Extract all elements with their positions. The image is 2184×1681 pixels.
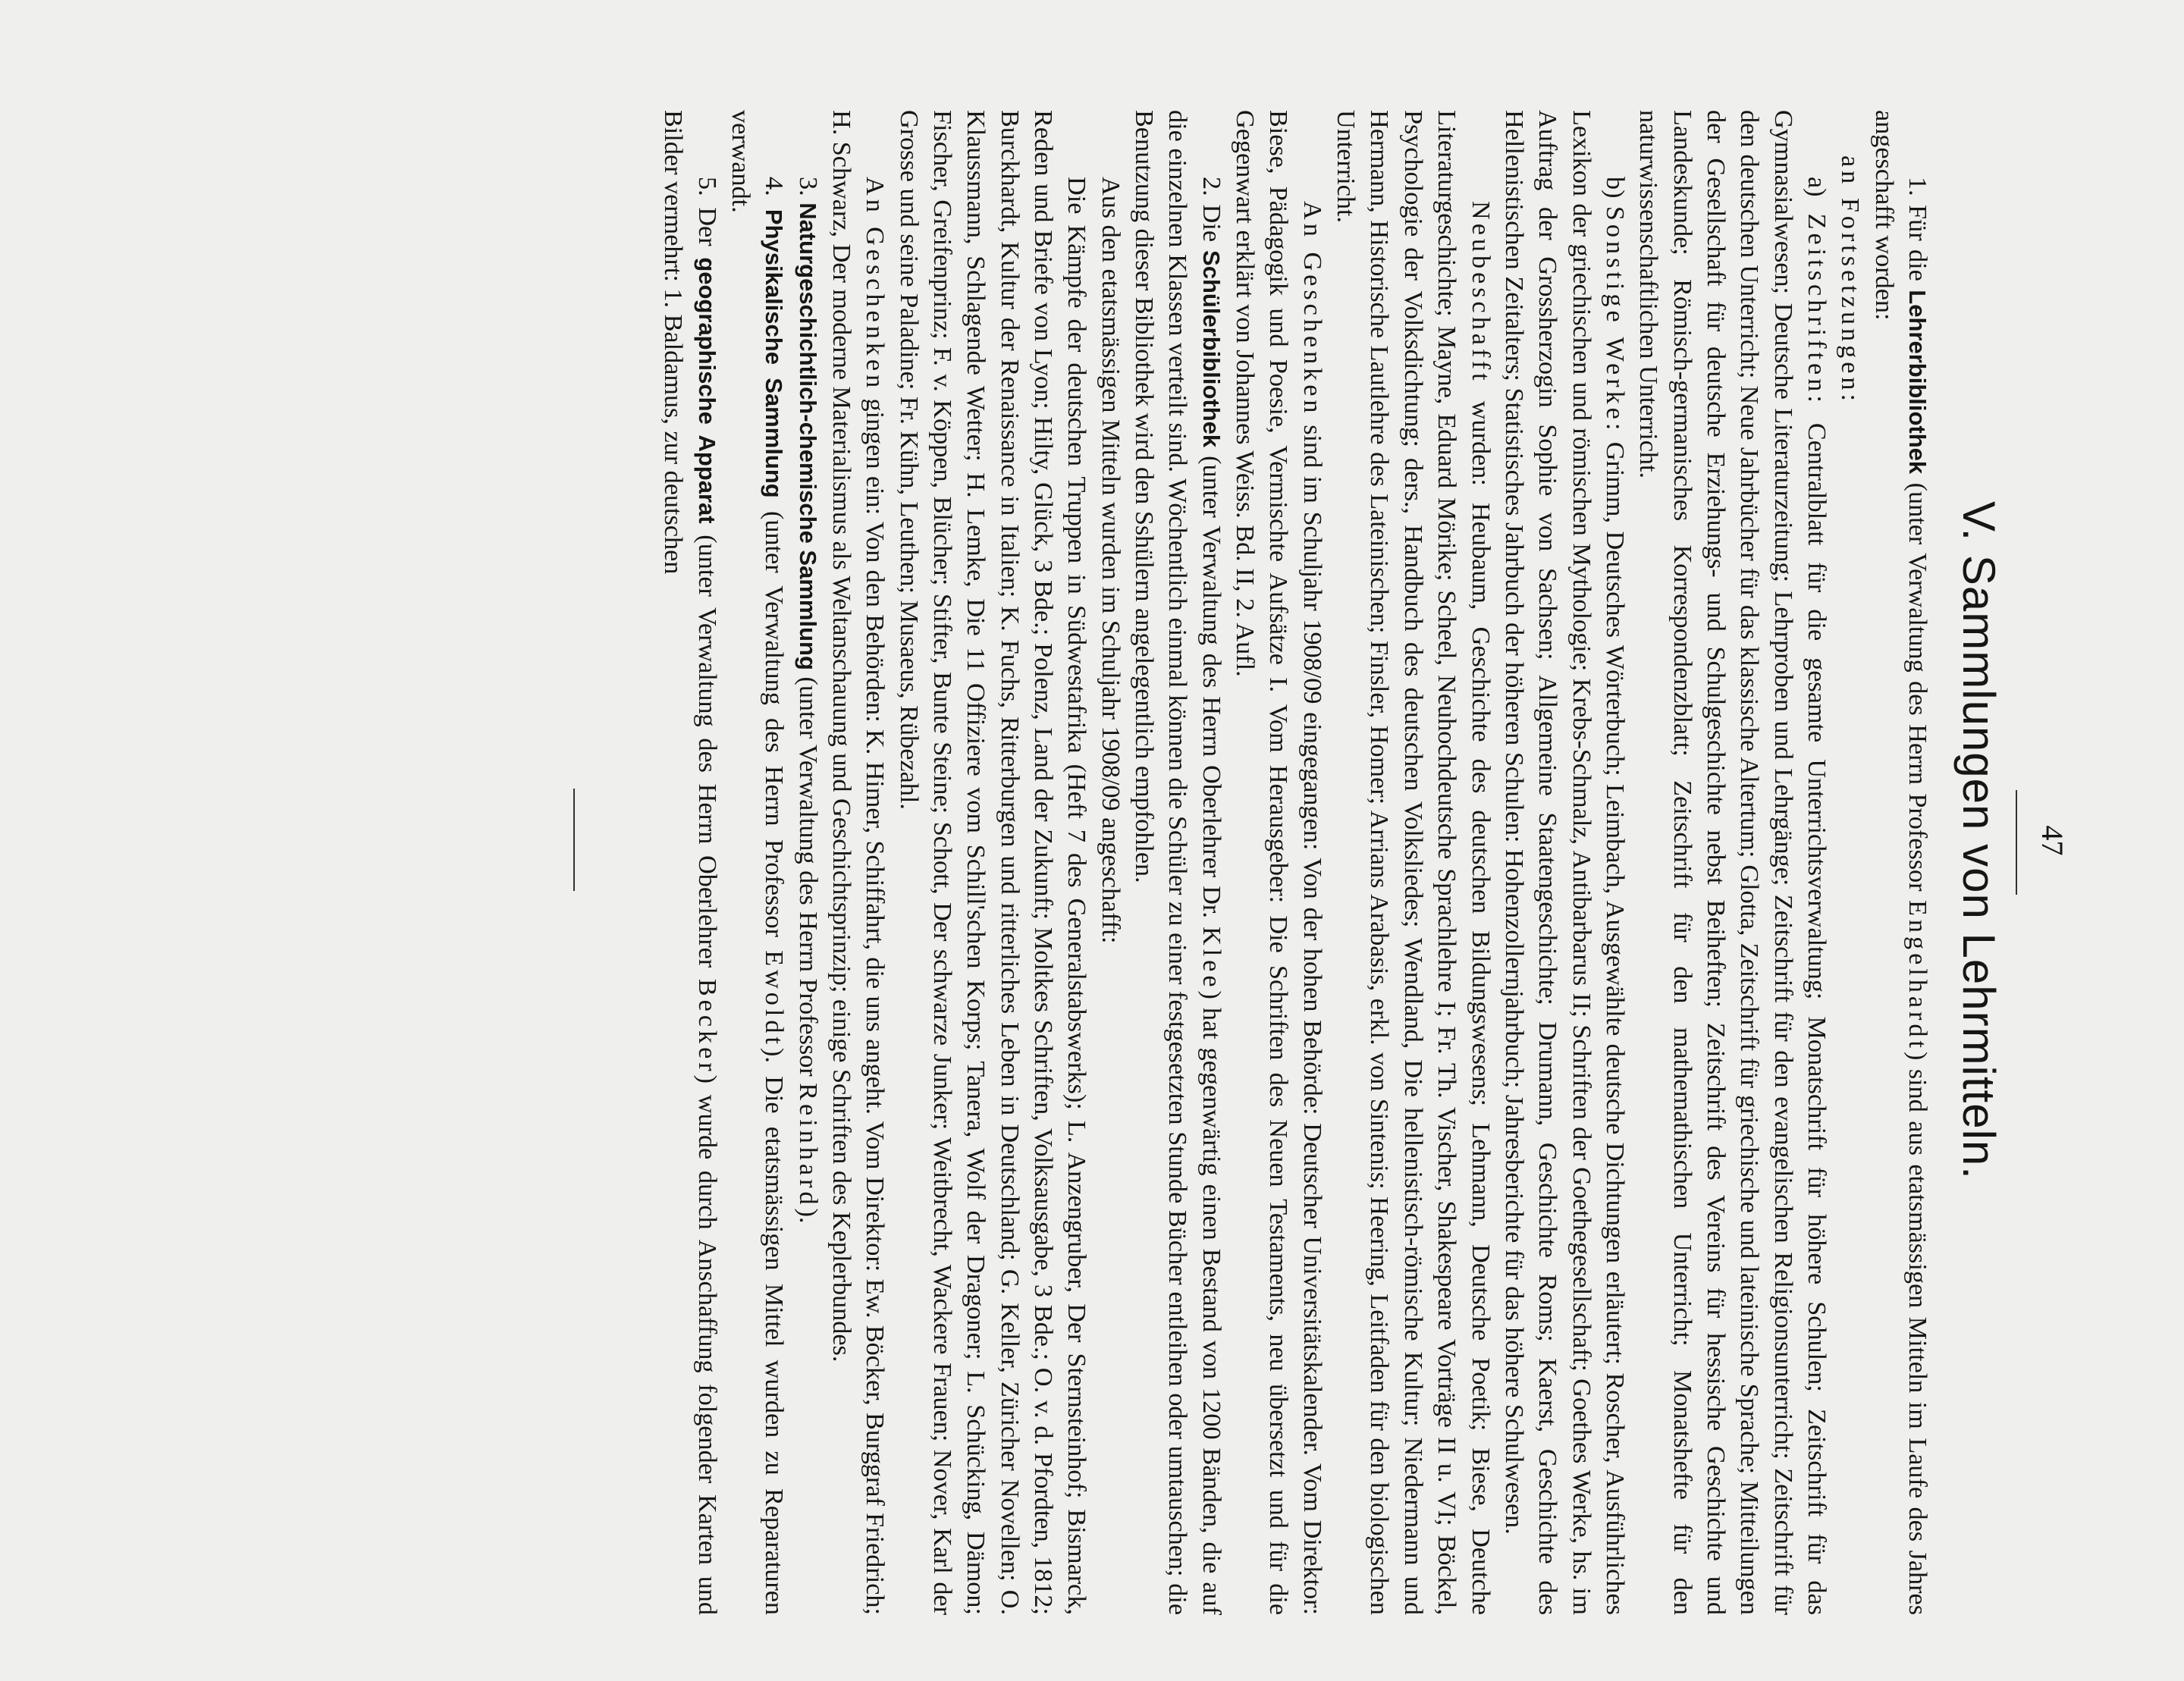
subheading: Neubeschafft	[1466, 201, 1495, 384]
text-run: ) hat gegenwärtig einen Bestand von 1200 Bänden, die auf die einzelnen Klassen verteilt sind. Wöchentlich einmal können die Schüler zu einer festgesetzten Stunde Bücher entleihen oder umtauschen; die Benutzung dieser Bibliothek wird den Sshülern angelegentlich empfohlen.	[1130, 110, 1225, 1615]
item-number: 5.	[692, 177, 721, 196]
fortsetzungen-label	[1833, 110, 1866, 1615]
text-run: Grimm, Deutsches Wörterbuch; Leimbach, Ausgewählte deutsche Dichtungen erläutert; Roscher, Ausführliches Lexikon der griechischen und römischen Mythologie; Krebs-Schmalz, Antibarbarus II; Schriften der Goethegesellschaft; Goethes Werke, hs. im Auftrag der Grossherzogin Sophie von Sachsen; Allgemeine Staatengeschichte; Drumann, Geschichte Roms; Kaerst, Geschichte des Hellenistischen Zeitalters; Statistisches Jahrbuch der höheren Schulen: Hohenzollernjahrbuch; Jahresberichte für das höhere Schulwesen.	[1499, 110, 1629, 1615]
list-label: a)	[1802, 177, 1831, 214]
schuelerbibliothek-paragraph	[1127, 110, 1228, 1615]
text-run: sind im Schuljahr 1908/09 eingegangen: Von der hohen Behörde: Deutscher Universitätskalender. Vom Direktor: Biese, Pädagogik und Poesie, Vermischte Aufsätze I. Vom Herausgeber: Die Schriften des Neuen Testaments, neu übersetzt und für die Gegenwart erklärt von Johannes Weiss. Bd. II, 2. Aufl.	[1231, 110, 1326, 1615]
body-text	[656, 110, 1934, 1615]
person-name: Reinhard	[793, 1083, 822, 1209]
zeitschriften-paragraph	[1631, 110, 1833, 1615]
item-number: 1.	[1903, 177, 1931, 196]
section-heading: V. Sammlungen von Lehrmitteln.	[1953, 501, 2004, 1180]
text-run: Die Kämpfe der deutschen Truppen in Südwestafrika (Heft 7 des Generalstabswerks); L. Anzengruber, Der Sternsteinhof; Bismarck, Reden und Briefe von Lyon; Hilty, Glück, 3 Bde.; Polenz, Land der Zukunft; Moltkes Schriften, Volksausgabe, 3 Bde.; O. v. d. Pfordten, 1812; Burckhardt, Kultur der Renaissance in Italien; K. Fuchs, Ritterburgen und ritterliches Leben in Deutschland; G. Keller, Züricher Novellen; O. Klaussmann, Schlagende Wetter; H. Lemke, Die 11 Offiziere vom Schill'schen Korps; Tanera, Wolf der Dragoner; L. Schücking, Dämon; Fischer, Greifenprinz; F. v. Köppen, Blücher; Stifter, Bunte Steine; Schott, Der schwarze Junker; Weitbrecht, Wackere Frauen; Nover, Karl der Grosse und seine Paladine; Fr. Kühn, Leuthen; Musaeus, Rübezahl.	[894, 110, 1091, 1615]
naturgeschichte-term: Naturgeschichtlich-chemische Sammlung	[794, 202, 821, 670]
physik-paragraph	[723, 110, 791, 1615]
text-run: ) wurde durch Anschaffung folgender Karten und Bilder vermehrt: 1. Baldamus, zur deutschen	[659, 110, 721, 1615]
text-run: (unter Verwaltung des Herrn Professor	[793, 670, 822, 1084]
lehrerbibliothek-term: Lehrerbibliothek	[1904, 290, 1931, 475]
physik-term: Physikalische Sammlung	[761, 209, 788, 498]
text-run: Aus den etatsmässigen Mitteln wurden im Schuljahr 1908/09 angeschafft:	[1096, 177, 1125, 944]
subheading: Zeitschriften:	[1802, 213, 1831, 406]
person-name: Ewoldt	[760, 950, 789, 1048]
text-run: Für die	[1903, 196, 1931, 290]
page-number-underline	[2016, 790, 2017, 895]
item-number: 2.	[1197, 177, 1225, 196]
text-run: wurden: Heubaum, Geschichte des deutschen Bildungswesens; Lehmann, Deutsche Poetik; Biese, Deutche Literaturgeschichte; Mayne, Eduard Mörike; Scheel, Neuhochdeutsche Sprachlehre I; Fr. Th. Vischer, Shakespeare Vorträge II u. VI; Böckel, Psychologie der Volksdichtung; ders., Handbuch des deutschen Volksliedes; Wendland, Die hellenistisch-römische Kultur; Niedermann und Hermann, Historische Lautlehre des Lateinischen; Finsler, Homer; Arrians Arabasis, erkl. von Sintenis; Heering, Leitfaden für den biologischen Unterricht.	[1332, 110, 1495, 1615]
subheading: Sonstige Werke:	[1600, 205, 1629, 434]
etatsmaessig-paragraph	[1093, 110, 1126, 1615]
lehrerbibliothek-intro	[1866, 110, 1934, 1615]
text-run: (unter Verwaltung des Herrn Professor	[760, 497, 789, 951]
text-run: (unter Verwaltung des Herrn Professor	[1903, 474, 1931, 900]
geographie-paragraph	[656, 110, 723, 1615]
text-run: Der	[692, 196, 721, 258]
buecherliste-paragraph	[891, 110, 1093, 1615]
text-run: ).	[793, 1208, 822, 1224]
person-name: Engelhardt	[1903, 900, 1931, 1052]
text-run: (unter Verwaltung des Herrn Oberlehrer	[692, 523, 721, 979]
sonstige-werke-paragraph	[1497, 110, 1631, 1615]
item-number: 3.	[793, 177, 822, 196]
geschenke-schueler-paragraph	[824, 110, 892, 1615]
subheading: An Geschenken	[1298, 201, 1326, 417]
person-name: Klee	[1197, 926, 1225, 991]
neubeschafft-paragraph	[1329, 110, 1497, 1615]
item-number: 4.	[760, 177, 789, 196]
text-run: Centralblatt für die gesamte Unterrichtsverwaltung; Monatschrift für höhere Schulen; Zeitschrift für das Gymnasialwesen; Deutsche Literaturzeitung; Lehrproben und Lehrgänge; Zeitschrift für den evangelischen Religionsunterricht; Zeitschrift für den deutschen Unterricht; Neue Jahrbücher für das klassische Altertum; Glotta, Zeitschrift für griechische und lateinische Sprache; Mitteilungen der Gesellschaft für deutsche Erziehungs- und Schulgeschichte nebst Beiheften; Zeitschrift des Vereins für hessische Geschichte und Landeskunde; Römisch-germanisches Korrespondenzblatt; Zeitschrift für den mathemathischen Unterricht; Monatshefte für den naturwissenschaftlichen Unterricht.	[1634, 110, 1831, 1615]
geographie-term: geographische Apparat	[693, 257, 720, 524]
page-number-text: 47	[2035, 825, 2069, 856]
subheading: An Geschenken	[861, 177, 890, 392]
text-run: an Fortsetzungen:	[1836, 155, 1865, 406]
text-run: ) sind aus etatsmässigen Mitteln im Laufe des Jahres angeschafft worden:	[1869, 110, 1931, 1615]
schuelerbibliothek-term: Schülerbibliothek	[1197, 250, 1225, 448]
list-label: b)	[1600, 177, 1629, 206]
geschenke-lehrer-paragraph	[1228, 110, 1329, 1615]
text-run: (unter Verwaltung des Herrn Oberlehrer Dr.	[1197, 447, 1225, 927]
text-run: gingen ein: Von den Behörden: K. Himer, Schiffahrt, die uns angeht. Vom Direktor: Ew. Böcker, Burggraf Friedrich; H. Schwarz, Der moderne Materialismus als Weltanschauung und Geschichtsprinzip; einige Schriften des Keplerbundes.	[827, 110, 890, 1615]
naturgeschichte-paragraph	[790, 110, 824, 1615]
text-run: ). Die etatsmässigen Mittel wurden zu Reparaturen verwandt.	[726, 110, 789, 1616]
person-name: Becker	[692, 978, 721, 1075]
text-run: Die	[1197, 196, 1225, 251]
